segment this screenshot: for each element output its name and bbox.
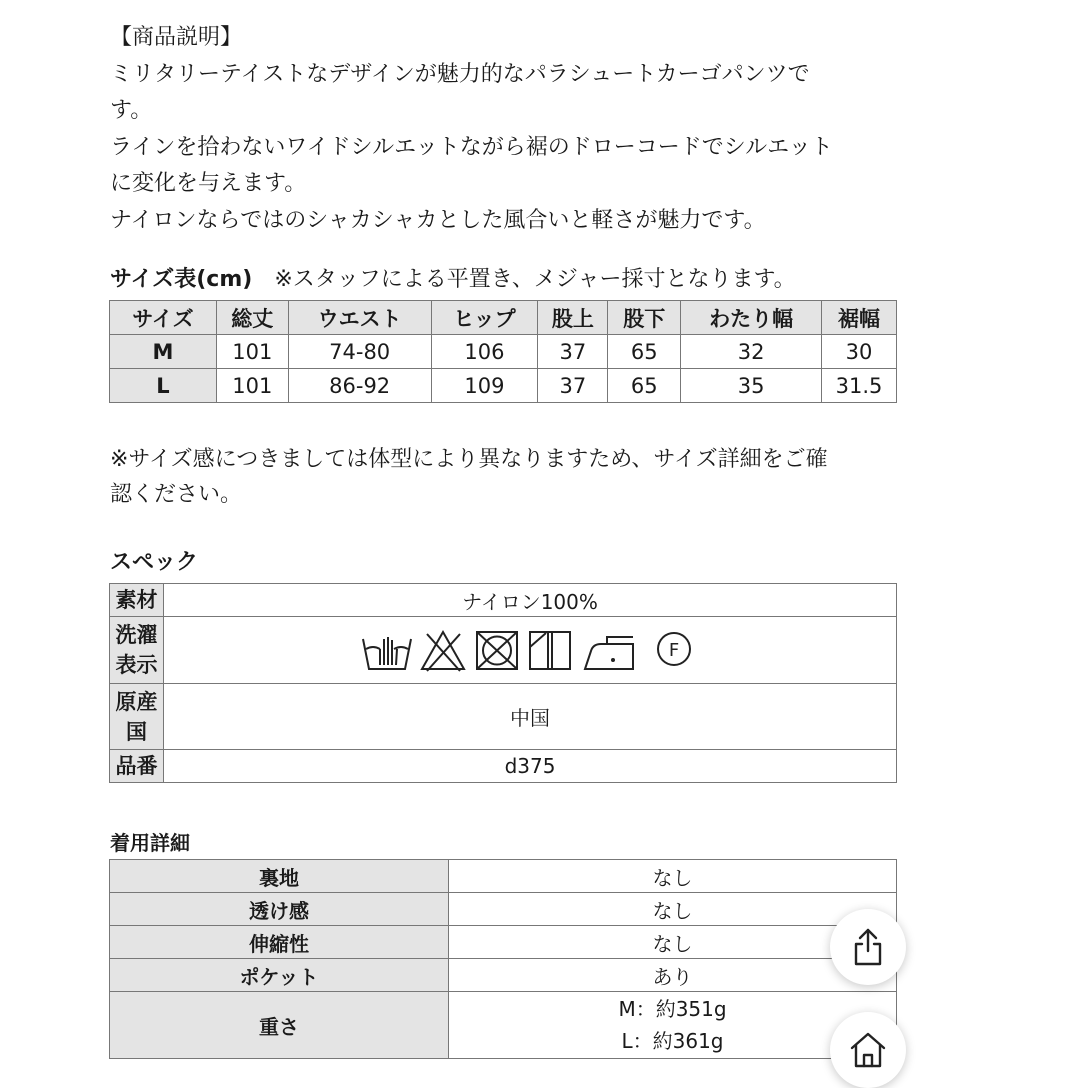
share-icon [850,927,886,967]
lining-value: なし [449,860,897,893]
product-number-label: 品番 [110,750,164,783]
column-header: 股下 [608,301,681,335]
wash-label-line: 表示 [115,653,158,677]
table-row [110,860,897,893]
table-row [110,584,897,617]
table-cell: 65 [608,369,681,403]
column-header: 裾幅 [821,301,896,335]
description-line: に変化を与えます。 [110,171,307,196]
table-row [110,750,897,783]
pocket-value: あり [449,959,897,992]
column-header: サイズ [110,301,217,335]
no-bleach-icon [422,632,464,671]
column-header: 股上 [538,301,608,335]
home-button[interactable] [830,1012,906,1088]
column-header: 総丈 [216,301,288,335]
table-cell: 30 [821,335,896,369]
table-row [110,926,897,959]
home-icon [848,1031,888,1069]
description-line: ナイロンならではのシャカシャカとした風合いと軽さが魅力です。 [110,207,766,233]
wash-label [110,617,164,684]
table-row [110,369,897,403]
lining-label: 裏地 [110,860,449,893]
product-number-value: d375 [164,750,897,783]
description-line: ラインを拾わないワイドシルエットながら裾のドローコードでシルエット [110,134,833,160]
size-chart-heading [110,262,796,298]
table-row [110,959,897,992]
table-cell: 32 [681,335,822,369]
size-chart-title: サイズ表(cm) [110,267,253,292]
table-row [110,893,897,926]
table-cell: 35 [681,369,822,403]
table-row [110,684,897,750]
column-header: ウエスト [288,301,431,335]
size-label: M [110,335,217,369]
origin-label [110,684,164,750]
wash-symbols [164,617,897,684]
size-chart-note: ※スタッフによる平置き、メジャー採寸となります。 [274,267,796,292]
table-cell: 37 [538,335,608,369]
product-description [110,20,910,239]
stretch-label: 伸縮性 [110,926,449,959]
table-row [110,992,897,1059]
origin-label-line: 国 [126,719,147,744]
table-cell: 37 [538,369,608,403]
table-cell: 31.5 [821,369,896,403]
column-header: わたり幅 [681,301,822,335]
size-table [109,300,897,403]
table-cell: 106 [431,335,538,369]
material-label: 素材 [110,584,164,617]
table-cell: 109 [431,369,538,403]
origin-label-line: 原産 [115,689,158,714]
table-cell: 101 [216,335,288,369]
description-line: ミリタリーテイストなデザインが魅力的なパラシュートカーゴパンツで [110,61,810,87]
spec-table [109,583,897,783]
table-cell: 86-92 [288,369,431,403]
size-disclaimer [110,442,828,512]
share-button[interactable] [830,909,906,985]
size-disclaimer-line: 認ください。 [110,482,243,507]
stretch-value: なし [449,926,897,959]
column-header: ヒップ [431,301,538,335]
pocket-label: ポケット [110,959,449,992]
wash-label-line: 洗濯 [115,623,158,647]
size-table-header-row [110,301,897,335]
weight-m: M：約351g [618,997,727,1021]
iron-low-icon [585,637,633,669]
description-heading: 【商品説明】 [110,25,243,50]
sheerness-value: なし [449,893,897,926]
table-cell: 65 [608,335,681,369]
table-cell: 74-80 [288,335,431,369]
table-row [110,335,897,369]
weight-l: L：約361g [621,1029,724,1053]
size-disclaimer-line: ※サイズ感につきましては体型により異なりますため、サイズ詳細をご確 [110,447,828,472]
material-value: ナイロン100% [164,584,897,617]
care-symbols [360,627,700,673]
size-label: L [110,369,217,403]
spec-heading: スペック [110,550,199,575]
description-line: す。 [110,98,153,123]
dry-clean-f-letter: F [668,640,680,661]
weight-label: 重さ [110,992,449,1059]
no-tumble-dry-icon [477,632,517,669]
origin-value: 中国 [164,684,897,750]
sheerness-label: 透け感 [110,893,449,926]
line-dry-icon [530,632,570,669]
wear-details-table [109,859,897,1059]
wear-details-heading: 着用詳細 [110,831,190,855]
table-row [110,617,897,684]
table-cell: 101 [216,369,288,403]
hand-wash-icon [363,637,411,669]
